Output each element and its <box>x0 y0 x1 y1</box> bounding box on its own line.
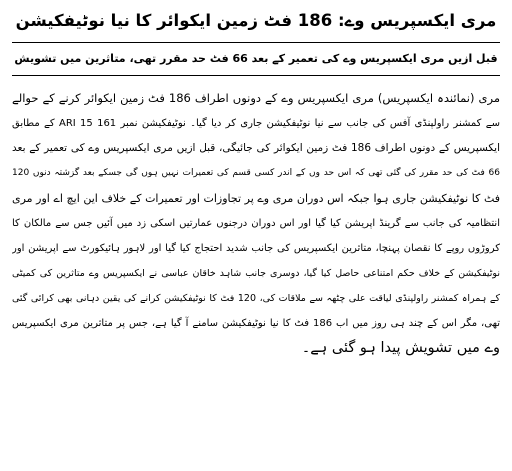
headline: مری ایکسپریس وے: 186 فٹ زمین ایکوائر کا نیا نوٹیفکیشن <box>15 11 497 30</box>
article-body <box>12 86 500 361</box>
body-line: تھی، مگر اس کے چند ہی روز میں اب 186 فٹ کا نیا نوٹیفکیشن سامنے آ گیا ہے، جس پر متاثرین مری ایکسپریس <box>12 318 500 329</box>
body-line: 66 فٹ کی حد مقرر کی گئی تھی کہ اس حد وں کے اندر کسی قسم کی تعمیرات نہیں ہوں گی جسکے بعد گزشتہ دنوں 120 <box>12 168 500 178</box>
subheadline: قبل ازیں مری ایکسپریس وے کی تعمیر کے بعد 66 فٹ حد مقرر تھی، متاثرین میں تشویش <box>12 42 500 76</box>
body-line: ایکسپریس کے دونوں اطراف 186 فٹ زمین ایکوائر کی جائیگی، قبل ازیں مری ایکسپریس وے کی تعمیر کے بعد <box>12 142 500 154</box>
body-line: فٹ کا نوٹیفکیشن جاری ہوا جبکہ اس دوران مری وے پر تجاوزات اور تعمیرات کے خلاف این ایچ اے اور مری <box>12 192 500 205</box>
body-line: سے کمشنر راولپنڈی آفس کی جانب سے نیا نوٹیفکیشن جاری کر دیا گیا۔ نوٹیفکیشن نمبر 161 ARI 15 کے مطابق <box>12 118 500 129</box>
body-line: کروڑوں روپے کا نقصان پہنچا، متاثرین ایکسپریس کی جانب شدید احتجاج کیا گیا اور لاہور ہائیکورٹ سے اپریشن اور <box>12 243 500 254</box>
body-line: انتظامیہ کی جانب سے گرینڈ اپریشن کیا گیا اور اس دوران درجنوں عمارتیں اسکی زد میں آئیں جس سے مالکان کا <box>12 218 500 229</box>
body-line: مری (نمائندہ ایکسپریس) مری ایکسپریس وے کے دونوں اطراف 186 فٹ زمین ایکوائر کرنے کے حوالے <box>12 91 500 105</box>
body-line: کے ہمراہ کمشنر راولپنڈی لیاقت علی چٹھہ سے ملاقات کی، 120 فٹ کا نوٹیفکیشن کرانے کی یقین دہانی بھی کرائی گئی <box>12 293 500 304</box>
body-line: نوٹیفکیشن کے خلاف حکم امتناعی حاصل کیا گیا، دوسری جانب شاہد خاقان عباسی نے ایکسپریس وے متاثرین کی کمیٹی <box>12 268 500 279</box>
body-line: وے میں تشویش پیدا ہو گئی ہے۔ <box>301 340 500 356</box>
